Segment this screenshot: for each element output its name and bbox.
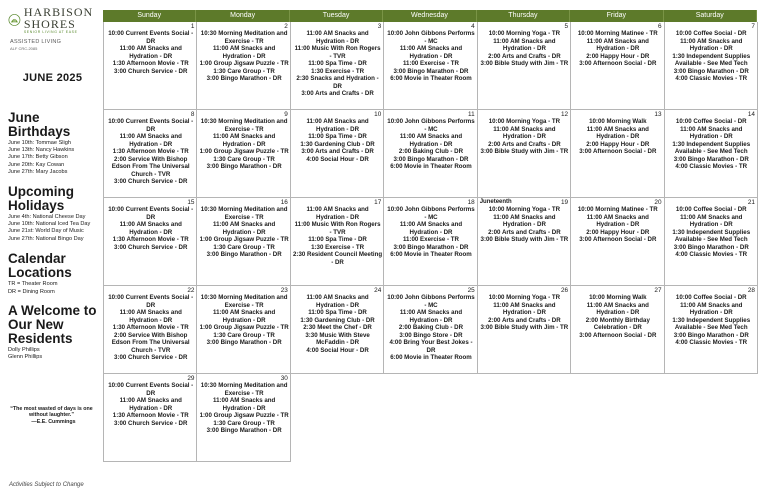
event-item: 3:00 Bible Study with Jim - TR	[480, 236, 569, 244]
shell-logo-icon	[8, 9, 21, 31]
event-item: 6:00 Movie in Theater Room	[390, 75, 472, 83]
event-item: 3:00 Bingo Marathon - DR	[673, 243, 749, 251]
event-item: 2:00 Arts and Crafts - DR	[488, 52, 561, 60]
locations-list	[8, 281, 97, 296]
day-number: 9	[284, 111, 288, 118]
event-item: 1:00 Group Jigsaw Puzzle - TR	[199, 60, 289, 68]
day-number: 16	[280, 199, 288, 206]
calendar-grid	[103, 22, 757, 462]
day-cell	[104, 110, 197, 198]
event-item: 11:00 Exercise - TR	[402, 236, 459, 244]
weekday-saturday: Saturday	[664, 10, 757, 22]
event-item: 4:00 Social Hour - DR	[306, 155, 369, 163]
event-item: 11:00 AM Snacks and Hydration - DR	[399, 45, 463, 60]
event-item: 10:00 Current Events Social - DR	[108, 206, 194, 221]
day-number: 21	[747, 199, 755, 206]
holiday-item: June 4th: National Cheese Day	[8, 213, 86, 220]
empty-day-cell	[291, 374, 384, 462]
event-item: 11:00 AM Snacks and Hydration - DR	[680, 301, 743, 317]
day-cell	[291, 110, 384, 198]
footer-note: Activities Subject to Change	[9, 482, 84, 488]
event-item: 1:30 Independent Supplies Available - See Med Tech	[672, 52, 751, 68]
weekday-thursday: Thursday	[477, 10, 570, 22]
event-item: 6:00 Movie in Theater Room	[390, 251, 472, 259]
month-title: JUNE 2025	[22, 71, 83, 84]
day-number: 12	[561, 111, 569, 118]
birthday-item: June 27th: Mary Jacobs	[8, 169, 68, 176]
event-item: 1:30 Exercise - TR	[311, 67, 364, 75]
holiday-item: June 21st: World Day of Music	[8, 228, 84, 235]
event-item: 3:00 Bingo Marathon - DR	[206, 339, 282, 347]
day-cell	[104, 22, 197, 110]
sidebar	[0, 0, 103, 497]
event-item: 1:30 Afternoon Movie - TR	[112, 324, 189, 332]
event-item: 3:00 Bible Study with Jim - TR	[480, 148, 569, 156]
event-item: 1:00 Group Jigsaw Puzzle - TR	[199, 324, 289, 332]
birthdays-title: June Birthdays	[8, 109, 71, 139]
birthday-item: June 13th: Nancy Hawkins	[8, 146, 75, 153]
event-item: 2:00 Service With Bishop Edson From The Universal Church - TVR	[111, 155, 190, 178]
event-item: 10:00 Morning Yoga - TR	[488, 30, 561, 37]
event-item: 3:00 Bible Study with Jim - TR	[480, 60, 569, 68]
event-item: 10:00 Morning Walk	[589, 118, 647, 125]
event-item: 11:00 AM Snacks and Hydration - DR	[306, 30, 369, 45]
day-number: 1	[190, 23, 195, 30]
event-item: 11:00 Music With Ron Rogers - TVR	[294, 221, 381, 236]
event-item: 1:30 Care Group - TR	[213, 331, 275, 339]
event-item: 11:00 Exercise - TR	[402, 60, 459, 68]
event-item: 4:00 Bring Your Best Jokes - DR	[389, 339, 473, 354]
event-item: 11:00 AM Snacks and Hydration - DR	[586, 301, 649, 317]
event-item: 11:00 AM Snacks and Hydration - DR	[586, 213, 649, 229]
birthday-item: June 10th: Tommae Sligh	[8, 139, 72, 146]
event-item: 11:00 AM Snacks and Hydration - DR	[680, 213, 743, 229]
event-item: 1:30 Independent Supplies Available - See Med Tech	[672, 316, 751, 332]
event-item: 2:00 Happy Hour - DR	[586, 228, 650, 236]
event-item: 11:00 Spa Time - DR	[308, 309, 367, 317]
event-item: 11:00 Spa Time - DR	[308, 236, 367, 244]
event-item: 6:00 Movie in Theater Room	[390, 354, 472, 362]
holidays-list	[8, 214, 97, 244]
day-cell	[571, 198, 664, 286]
weekday-tuesday: Tuesday	[290, 10, 383, 22]
event-item: 4:00 Classic Movies - TR	[675, 339, 748, 347]
event-item: 2:00 Happy Hour - DR	[586, 52, 650, 60]
event-item: 1:30 Gardening Club - DR	[300, 316, 375, 324]
holiday-item: June 10th: National Iced Tea Day	[8, 220, 91, 227]
day-number: 15	[187, 199, 195, 206]
event-item: 10:00 John Gibbons Performs - MC	[387, 294, 475, 309]
birthdays-list	[8, 140, 97, 177]
event-item: 11:00 AM Snacks and Hydration - DR	[493, 213, 556, 229]
day-number: 20	[654, 199, 662, 206]
event-item: 11:00 AM Snacks and Hydration - DR	[213, 397, 276, 412]
day-number: 26	[561, 287, 569, 294]
day-cell	[197, 22, 290, 110]
day-cell	[665, 198, 758, 286]
birthday-item: June 20th: Kay Cowan	[8, 161, 65, 168]
event-item: 11:00 AM Snacks and Hydration - DR	[119, 221, 182, 236]
event-item: 2:00 Baking Club - DR	[398, 148, 464, 156]
event-item: 3:00 Bingo Marathon - DR	[673, 331, 749, 339]
brand-name: HARBISON SHORES	[23, 5, 94, 31]
event-item: 1:30 Exercise - TR	[311, 243, 364, 251]
day-cell	[478, 198, 571, 286]
day-cell	[197, 110, 290, 198]
weekday-friday: Friday	[570, 10, 663, 22]
event-item: 3:00 Bingo Marathon - DR	[206, 251, 282, 259]
event-item: 11:00 Music With Ron Rogers - TVR	[294, 45, 381, 60]
resident-item: Dolly Phillips	[8, 346, 40, 353]
event-item: 1:30 Care Group - TR	[213, 243, 275, 251]
day-number: 17	[374, 199, 382, 206]
empty-day-cell	[665, 374, 758, 462]
brand-logo	[8, 6, 97, 35]
locations-title: Calendar Locations	[8, 251, 72, 281]
day-number: 23	[280, 287, 288, 294]
event-item: 10:00 John Gibbons Performs - MC	[387, 206, 475, 221]
day-cell	[104, 286, 197, 374]
event-item: 10:30 Morning Meditation and Exercise - TR	[200, 382, 288, 397]
location-item: DR = Dining Room	[8, 288, 55, 295]
event-item: 3:00 Bible Study with Jim - TR	[480, 324, 569, 332]
day-number: 22	[187, 287, 195, 294]
holidays-title: Upcoming Holidays	[8, 183, 74, 213]
birthday-item: June 17th: Betty Gibson	[8, 154, 68, 161]
day-cell	[478, 110, 571, 198]
day-cell	[384, 286, 477, 374]
event-item: 10:30 Morning Meditation and Exercise - TR	[200, 118, 288, 133]
day-cell	[665, 286, 758, 374]
event-item: 3:30 Music With Steve McFaddin - DR	[305, 331, 370, 347]
event-item: 10:00 Current Events Social - DR	[108, 30, 194, 45]
event-item: 11:00 AM Snacks and Hydration - DR	[493, 125, 556, 141]
day-number: 11	[468, 111, 475, 118]
event-item: 10:00 Coffee Social - DR	[675, 294, 747, 301]
event-item: 1:30 Care Group - TR	[213, 155, 275, 163]
day-cell	[571, 110, 664, 198]
day-number: 30	[280, 375, 288, 382]
event-item: 10:30 Morning Meditation and Exercise - TR	[200, 206, 288, 221]
day-number: 10	[374, 111, 382, 118]
event-item: 10:00 Morning Yoga - TR	[488, 294, 561, 301]
event-item: 10:30 Morning Meditation and Exercise - TR	[200, 30, 288, 45]
day-cell	[478, 286, 571, 374]
day-cell	[478, 22, 571, 110]
day-cell	[291, 286, 384, 374]
event-item: 11:00 AM Snacks and Hydration - DR	[399, 221, 463, 236]
event-item: 11:00 AM Snacks and Hydration - DR	[213, 45, 276, 60]
holiday-item: June 27th: National Bingo Day	[8, 235, 84, 242]
event-item: 10:00 Current Events Social - DR	[108, 118, 194, 133]
day-cell	[291, 22, 384, 110]
event-item: 11:00 AM Snacks and Hydration - DR	[119, 309, 182, 324]
event-item: 1:00 Group Jigsaw Puzzle - TR	[199, 412, 289, 420]
event-item: 3:00 Afternoon Social - DR	[579, 60, 657, 68]
day-number: 3	[377, 23, 382, 30]
event-item: 4:00 Classic Movies - TR	[675, 163, 748, 171]
event-item: 3:00 Church Service - DR	[114, 354, 188, 362]
brand-tagline: SENIOR LIVING AT EASE	[23, 30, 78, 34]
event-item: 11:00 AM Snacks and Hydration - DR	[680, 125, 743, 141]
event-item: 2:30 Meet the Chef - DR	[303, 324, 372, 332]
day-cell	[197, 286, 290, 374]
event-item: 11:00 AM Snacks and Hydration - DR	[119, 133, 182, 148]
event-item: 3:00 Church Service - DR	[114, 67, 188, 75]
event-item: 1:30 Care Group - TR	[213, 67, 275, 75]
event-item: 2:00 Service With Bishop Edson From The Universal Church - TVR	[111, 331, 190, 354]
event-item: 10:00 Morning Yoga - TR	[488, 118, 561, 125]
quote-text: “The most wasted of days is one without laughter.”	[10, 405, 93, 419]
day-cell	[197, 374, 290, 462]
event-item: 10:00 Coffee Social - DR	[675, 206, 747, 213]
day-cell	[384, 22, 477, 110]
event-item: 3:00 Afternoon Social - DR	[579, 236, 657, 244]
day-number: 4	[471, 23, 475, 30]
event-item: 11:00 AM Snacks and Hydration - DR	[586, 125, 649, 141]
day-number: 28	[747, 287, 755, 294]
event-item: 2:00 Arts and Crafts - DR	[488, 316, 561, 324]
event-item: 11:00 AM Snacks and Hydration - DR	[493, 301, 556, 317]
event-item: 10:00 Morning Matinee - TR	[577, 206, 658, 213]
event-item: 2:30 Snacks and Hydration - DR	[296, 75, 379, 90]
event-item: 4:00 Classic Movies - TR	[675, 75, 748, 83]
day-number: 18	[467, 199, 475, 206]
day-cell	[104, 198, 197, 286]
event-item: 11:00 Spa Time - DR	[308, 60, 367, 68]
weekday-header	[103, 10, 757, 22]
weekday-sunday: Sunday	[103, 10, 196, 22]
event-item: 3:00 Arts and Crafts - DR	[301, 148, 374, 156]
event-item: 3:00 Bingo Marathon - DR	[206, 427, 282, 435]
event-item: 3:00 Bingo Marathon - DR	[393, 67, 469, 75]
event-item: 3:00 Bingo Marathon - DR	[393, 243, 469, 251]
event-item: 11:00 AM Snacks and Hydration - DR	[213, 309, 276, 324]
event-item: 3:00 Bingo Marathon - DR	[393, 155, 469, 163]
event-item: 10:30 Morning Meditation and Exercise - TR	[200, 294, 288, 309]
event-item: 2:00 Baking Club - DR	[398, 324, 464, 332]
event-item: 11:00 AM Snacks and Hydration - DR	[306, 206, 369, 221]
event-item: 3:00 Bingo Marathon - DR	[206, 163, 282, 171]
day-cell	[384, 110, 477, 198]
day-number: 8	[190, 111, 195, 118]
event-item: 3:00 Bingo Store - DR	[399, 331, 463, 339]
day-number: 19	[561, 199, 569, 206]
event-item: 10:00 Morning Matinee - TR	[577, 30, 658, 37]
event-item: 11:00 AM Snacks and Hydration - DR	[680, 37, 743, 53]
event-item: 1:30 Care Group - TR	[213, 419, 275, 427]
event-item: 10:00 Current Events Social - DR	[108, 382, 194, 397]
day-number: 24	[374, 287, 382, 294]
day-number: 7	[751, 23, 755, 30]
event-item: 6:00 Movie in Theater Room	[390, 163, 472, 171]
day-number: 27	[654, 287, 662, 294]
event-item: 3:00 Arts and Crafts - DR	[301, 90, 374, 98]
day-cell	[571, 286, 664, 374]
quote-author: —E.E. Cummings	[31, 418, 76, 425]
day-number: 2	[284, 23, 288, 30]
empty-day-cell	[478, 374, 571, 462]
day-cell	[571, 22, 664, 110]
empty-day-cell	[571, 374, 664, 462]
event-item: 3:00 Church Service - DR	[114, 419, 188, 427]
event-item: 3:00 Afternoon Social - DR	[579, 148, 657, 156]
event-item: 11:00 AM Snacks and Hydration - DR	[586, 37, 649, 53]
event-item: 10:00 Current Events Social - DR	[108, 294, 194, 309]
event-item: 11:00 Spa Time - DR	[308, 133, 367, 141]
event-item: 1:00 Group Jigsaw Puzzle - TR	[199, 148, 289, 156]
event-item: 10:00 John Gibbons Performs - MC	[387, 118, 475, 133]
holiday-label: Juneteenth	[479, 199, 512, 205]
event-item: 3:00 Church Service - DR	[114, 178, 188, 186]
event-item: 1:30 Afternoon Movie - TR	[112, 60, 189, 68]
event-item: 11:00 AM Snacks and Hydration - DR	[399, 133, 463, 148]
event-item: 2:00 Happy Hour - DR	[586, 140, 650, 148]
brand-license: ALF CRC-2085	[10, 45, 38, 51]
welcome-title: A Welcome to Our New Residents	[8, 302, 97, 346]
event-item: 10:00 Coffee Social - DR	[675, 118, 747, 125]
day-number: 25	[467, 287, 475, 294]
event-item: 1:30 Afternoon Movie - TR	[112, 412, 189, 420]
event-item: 3:00 Church Service - DR	[114, 243, 188, 251]
event-item: 4:00 Social Hour - DR	[306, 346, 369, 354]
day-number: 13	[654, 111, 662, 118]
day-number: 29	[187, 375, 195, 382]
empty-day-cell	[384, 374, 477, 462]
event-item: 2:30 Resident Council Meeting - DR	[293, 251, 383, 266]
event-item: 3:00 Bingo Marathon - DR	[206, 75, 282, 83]
location-item: TR = Theater Room	[8, 281, 58, 288]
event-item: 3:00 Bingo Marathon - DR	[673, 67, 749, 75]
event-item: 11:00 AM Snacks and Hydration - DR	[213, 133, 276, 148]
event-item: 1:30 Afternoon Movie - TR	[112, 236, 189, 244]
day-cell	[104, 374, 197, 462]
day-cell	[384, 198, 477, 286]
event-item: 1:30 Gardening Club - DR	[300, 140, 375, 148]
event-item: 1:00 Group Jigsaw Puzzle - TR	[199, 236, 289, 244]
event-item: 11:00 AM Snacks and Hydration - DR	[493, 37, 556, 53]
resident-item: Glenn Phillips	[8, 354, 43, 361]
event-item: 11:00 AM Snacks and Hydration - DR	[213, 221, 276, 236]
brand-subtitle: ASSISTED LIVING	[10, 38, 62, 45]
day-number: 6	[657, 23, 662, 30]
event-item: 10:00 Morning Yoga - TR	[488, 206, 561, 213]
event-item: 4:00 Classic Movies - TR	[675, 251, 748, 259]
event-item: 11:00 AM Snacks and Hydration - DR	[306, 118, 369, 133]
event-item: 1:30 Independent Supplies Available - See Med Tech	[672, 140, 751, 156]
event-item: 11:00 AM Snacks and Hydration - DR	[119, 45, 182, 60]
event-item: 1:30 Independent Supplies Available - See Med Tech	[672, 228, 751, 244]
event-item: 10:00 Morning Walk	[589, 294, 647, 301]
welcome-list	[8, 347, 97, 362]
day-number: 5	[564, 23, 569, 30]
day-number: 14	[747, 111, 755, 118]
event-item: 2:00 Arts and Crafts - DR	[488, 228, 561, 236]
weekday-monday: Monday	[196, 10, 289, 22]
event-item: 3:00 Bingo Marathon - DR	[673, 155, 749, 163]
event-item: 3:00 Afternoon Social - DR	[579, 331, 657, 339]
event-item: 2:00 Monthly Birthday Celebration - DR	[585, 316, 650, 332]
event-item: 10:00 John Gibbons Performs - MC	[387, 30, 475, 45]
day-cell	[665, 110, 758, 198]
day-cell	[197, 198, 290, 286]
weekday-wednesday: Wednesday	[383, 10, 476, 22]
event-item: 11:00 AM Snacks and Hydration - DR	[119, 397, 182, 412]
day-cell	[291, 198, 384, 286]
calendar	[103, 10, 757, 462]
event-item: 11:00 AM Snacks and Hydration - DR	[306, 294, 369, 309]
event-item: 2:00 Arts and Crafts - DR	[488, 140, 561, 148]
event-item: 10:00 Coffee Social - DR	[675, 30, 747, 37]
event-item: 1:30 Afternoon Movie - TR	[112, 148, 189, 156]
event-item: 11:00 AM Snacks and Hydration - DR	[399, 309, 463, 324]
day-cell	[665, 22, 758, 110]
